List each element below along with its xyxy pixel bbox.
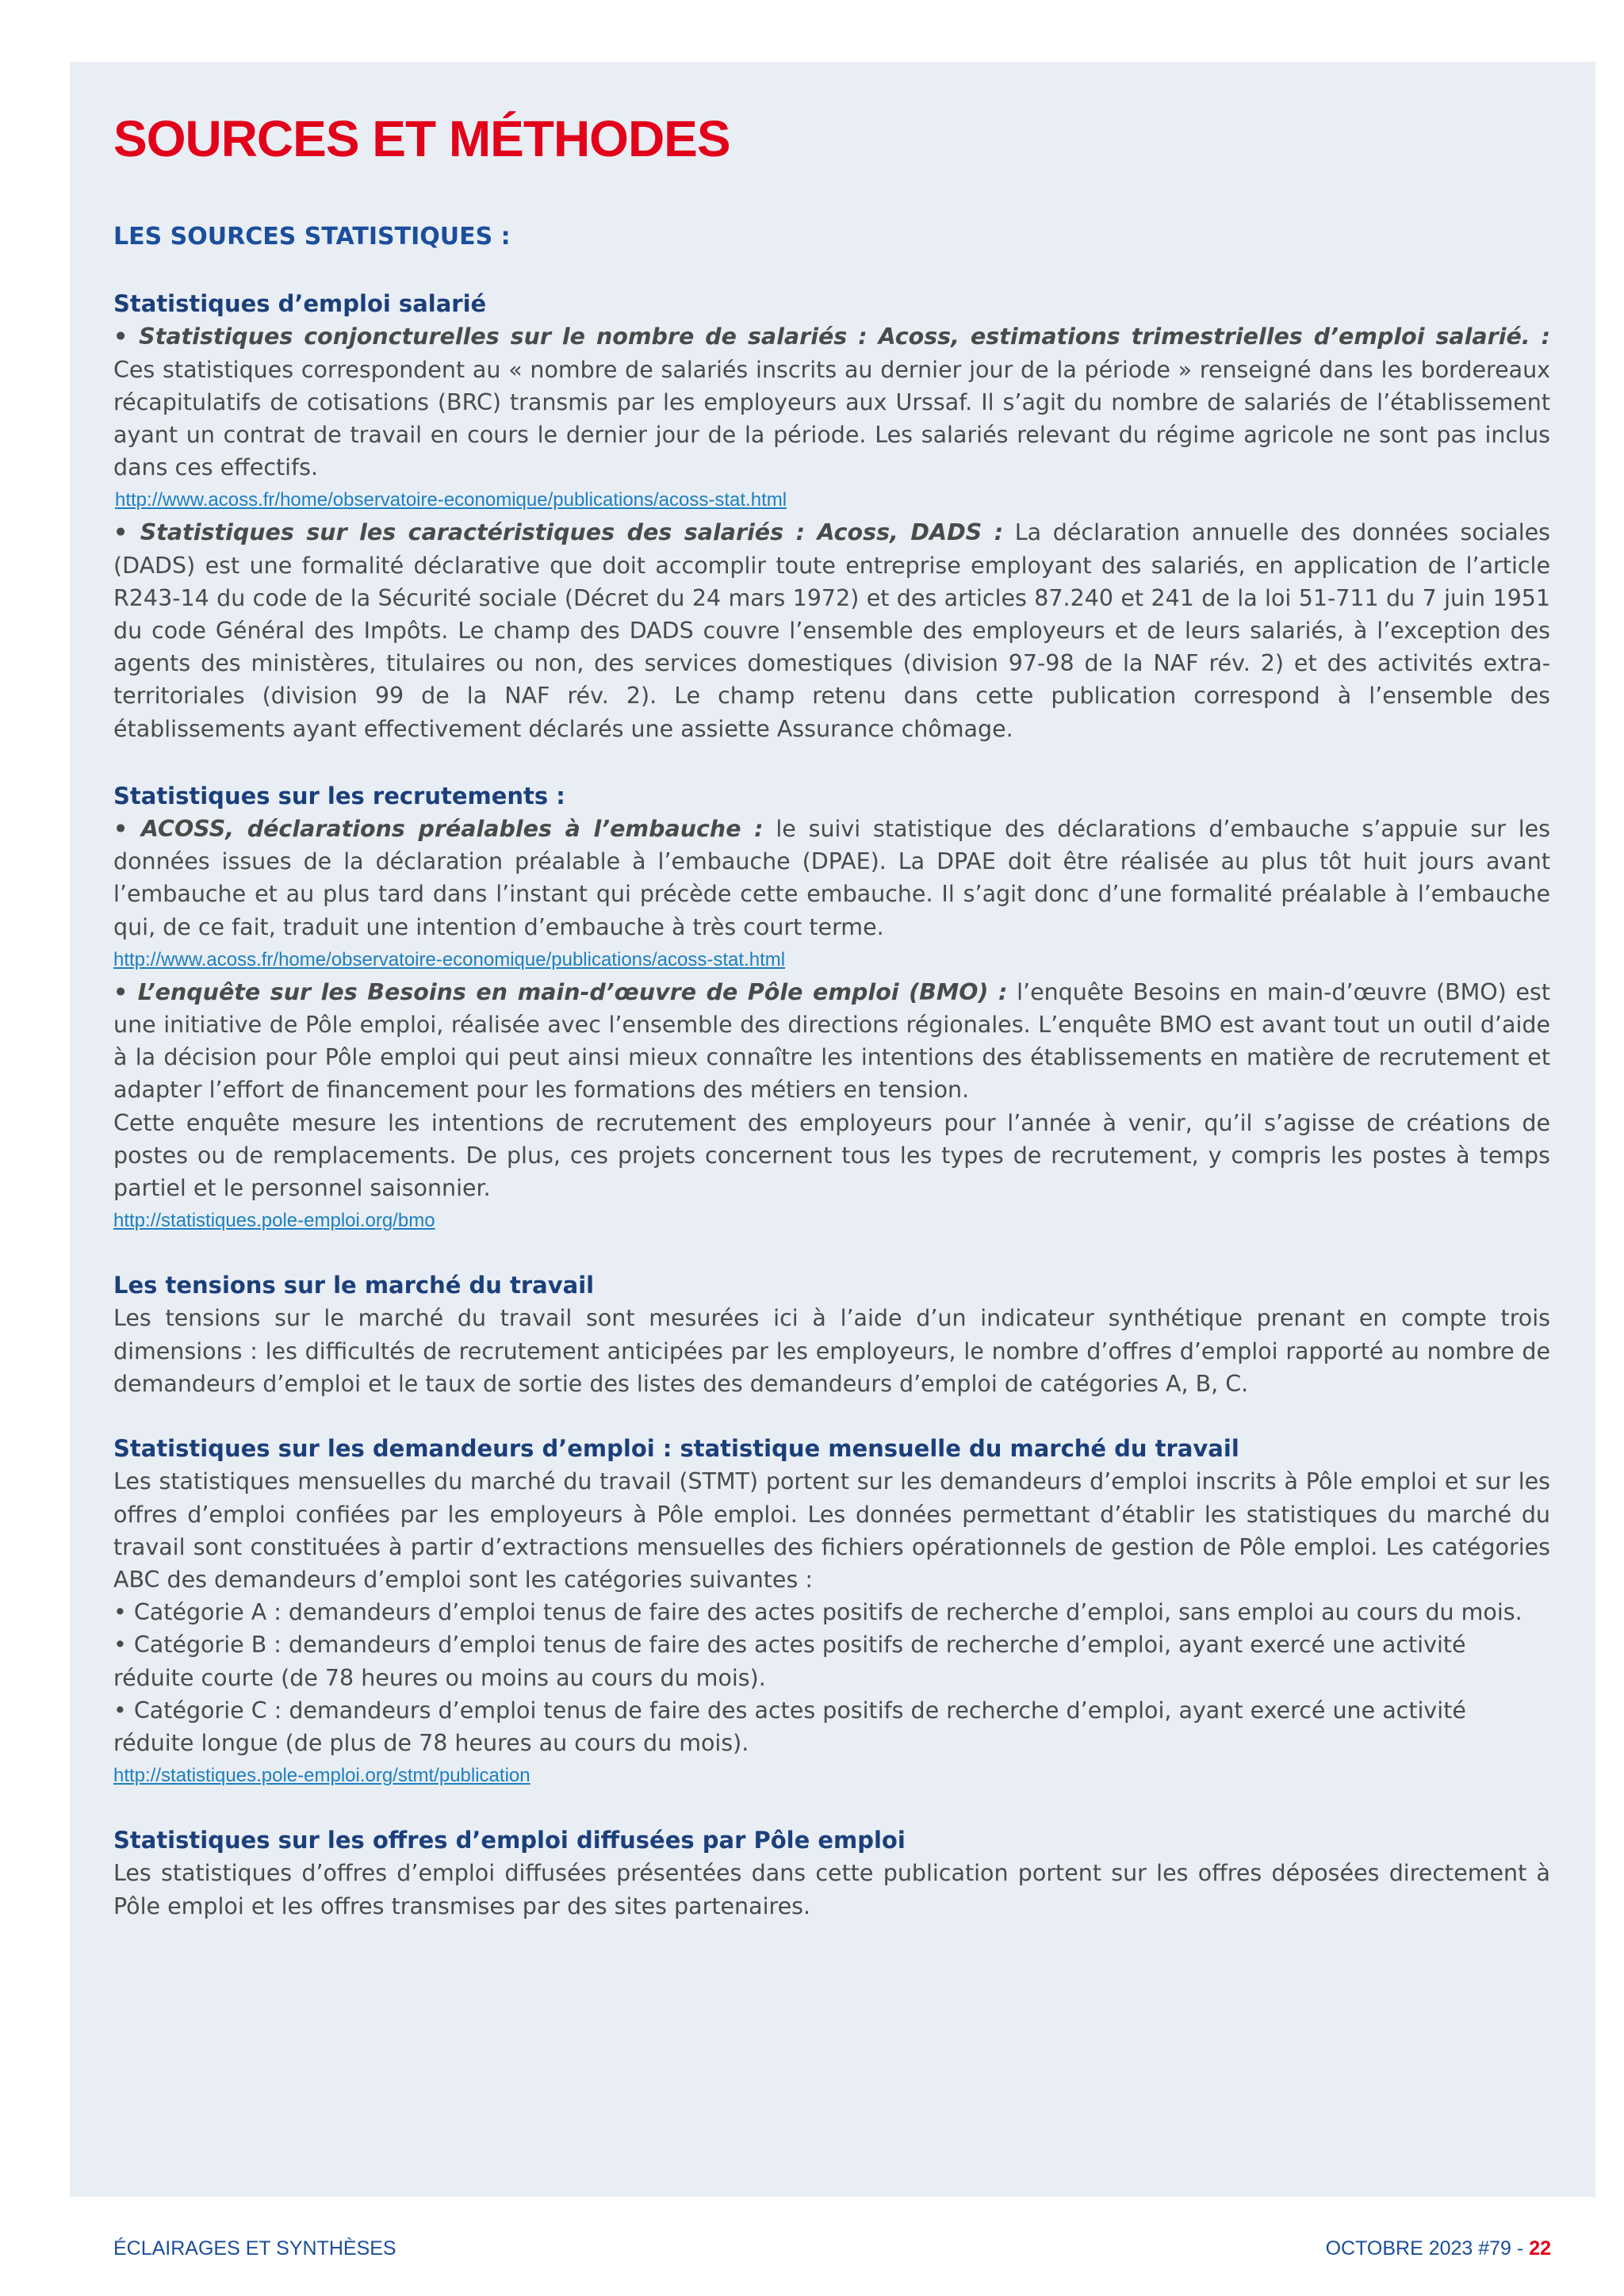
text-emploi-conjoncturel: Ces statistiques correspondent au « nombre de salariés inscrits au dernier jour de la période » renseigné dans les bordereaux récapitulatifs de cotisations (BRC) transmis par les employeurs aux Urssaf. Il s’agit du nombre de salariés de l’établissement ayant un contrat de travail en cours le dernier jour de la période. Les salariés relevant du régime agricole ne sont pas inclus dans ces effectifs. <box>113 356 1550 481</box>
paragraph-recrutements-enquete: Cette enquête mesure les intentions de recrutement des employeurs pour l’année à venir, qu’il s’agisse de créations de postes ou de remplacements. De plus, ces projets concernent tous les types de recrutement, y compris les postes à temps partiel et le personnel saisonnier. <box>113 1109 1550 1202</box>
heading-demandeurs: Statistiques sur les demandeurs d’emploi : statistique mensuelle du marché du travail <box>113 1435 1239 1463</box>
list-item-categorie-b: • Catégorie B : demandeurs d’emploi tenus de faire des actes positifs de recherche d’emploi, ayant exercé une activité réduite courte (de 78 heures ou moins au cours du mois). <box>113 1632 1466 1691</box>
text-recrutements-dpae: le suivi statistique des déclarations d’embauche s’appuie sur les données issues de la déclaration préalable à l’embauche (DPAE). La DPAE doit être réalisée au plus tôt huit jours avant l’embauche et au plus tard dans l’instant qui précède cette embauche. Il s’agit donc d’une formalité préalable à l’embauche qui, de ce fait, traduit une intention d’embauche à très court terme. <box>113 816 1550 940</box>
list-item-categorie-c: • Catégorie C : demandeurs d’emploi tenus de faire des actes positifs de recherche d’emploi, ayant exercé une activité réduite longue (de plus de 78 heures au cours du mois). <box>113 1697 1466 1756</box>
paragraph-demandeurs: Les statistiques mensuelles du marché du travail (STMT) portent sur les demandeurs d’emploi inscrits à Pôle emploi et sur les offres d’emploi confiées par les employeurs à Pôle emploi. Les données permettant d’établir les statistiques du marché du travail sont constituées à partir d’extractions mensuelles des fichiers opérationnels de gestion de Pôle emploi. Les catégories ABC des demandeurs d’emploi sont les catégories suivantes : <box>113 1468 1550 1593</box>
paragraph-emploi-dads <box>113 516 1550 744</box>
link-acoss-stat-2[interactable]: http://www.acoss.fr/home/observatoire-economique/publications/acoss-stat.html <box>113 948 786 970</box>
page-title: SOURCES ET MÉTHODES <box>113 110 730 167</box>
link-pole-emploi-stmt[interactable]: http://statistiques.pole-emploi.org/stmt/publication <box>113 1765 530 1787</box>
lead-emploi-conjoncturel: • Statistiques conjoncturelles sur le nombre de salariés : Acoss, estimations trimestrielles d’emploi salarié. : <box>113 323 1550 350</box>
paragraph-recrutements-dpae <box>113 813 1550 943</box>
paragraph-offres: Les statistiques d’offres d’emploi diffusées présentées dans cette publication portent sur les offres déposées directement à Pôle emploi et les offres transmises par des sites partenaires. <box>113 1860 1550 1919</box>
paragraph-emploi-conjoncturel <box>113 320 1550 484</box>
page-number: 22 <box>1529 2237 1551 2260</box>
footer-issue-date: OCTOBRE 2023 #79 - <box>1325 2237 1530 2260</box>
paragraph-recrutements-bmo <box>113 976 1550 1107</box>
link-pole-emploi-bmo[interactable]: http://statistiques.pole-emploi.org/bmo <box>113 1210 435 1232</box>
text-emploi-dads: La déclaration annuelle des données sociales (DADS) est une formalité déclarative que doit accomplir toute entreprise employant des salariés, en application de l’article R243-14 du code de la Sécurité sociale (Décret du 24 mars 1972) et des articles 87.240 et 241 de la loi 51-711 du 7 juin 1951 du code Général des Impôts. Le champ des DADS couvre l’ensemble des employeurs et de leurs salariés, à l’exception des agents des ministères, titulaires ou non, des services domestiques (division 97-98 de la NAF rév. 2) et des activités extra-territoriales (division 99 de la NAF rév. 2). Le champ retenu dans cette publication correspond à l’ensemble des établissements ayant effectivement déclarés une assiette Assurance chômage. <box>113 519 1550 742</box>
footer-publication-name: ÉCLAIRAGES ET SYNTHÈSES <box>113 2237 396 2260</box>
lead-emploi-dads: • Statistiques sur les caractéristiques des salariés : Acoss, DADS : <box>113 519 1004 546</box>
paragraph-tensions: Les tensions sur le marché du travail sont mesurées ici à l’aide d’un indicateur synthétique prenant en compte trois dimensions : les difficultés de recrutement anticipées par les employeurs, le nombre d’offres d’emploi rapporté au nombre de demandeurs d’emploi et le taux de sortie des listes des demandeurs d’emploi de catégories A, B, C. <box>113 1305 1550 1397</box>
heading-emploi-salarie: Statistiques d’emploi salarié <box>113 290 487 318</box>
main-content <box>113 220 1550 1923</box>
link-acoss-stat-1[interactable]: http://www.acoss.fr/home/observatoire-economique/publications/acoss-stat.html <box>115 489 787 511</box>
lead-recrutements-bmo: • L’enquête sur les Besoins en main-d’œuvre de Pôle emploi (BMO) : <box>113 978 1008 1005</box>
heading-recrutements: Statistiques sur les recrutements : <box>113 782 565 809</box>
list-item-categorie-a: • Catégorie A : demandeurs d’emploi tenus de faire des actes positifs de recherche d’emploi, sans emploi au cours du mois. <box>113 1599 1522 1626</box>
section-kicker: LES SOURCES STATISTIQUES : <box>113 223 511 251</box>
heading-tensions: Les tensions sur le marché du travail <box>113 1272 595 1299</box>
text-recrutements-bmo: l’enquête Besoins en main-d’œuvre (BMO) est une initiative de Pôle emploi, réalisée avec l’ensemble des directions régionales. L’enquête BMO est avant tout un outil d’aide à la décision pour Pôle emploi qui peut ainsi mieux connaître les intentions des établissements en matière de recrutement et adapter l’effort de financement pour les formations des métiers en tension. <box>113 978 1550 1104</box>
lead-recrutements-dpae: • ACOSS, déclarations préalables à l’embauche : <box>113 816 764 843</box>
heading-offres: Statistiques sur les offres d’emploi diffusées par Pôle emploi <box>113 1827 906 1854</box>
footer-issue <box>1326 2237 1551 2260</box>
